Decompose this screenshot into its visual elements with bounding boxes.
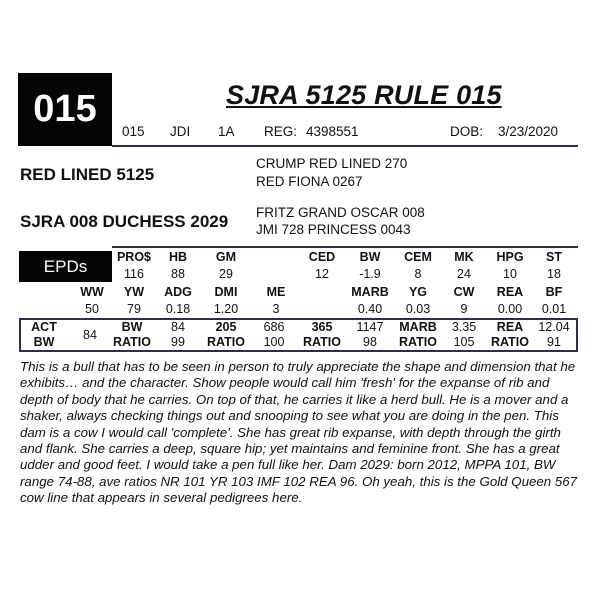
dob-value: 3/23/2020 [498,124,559,139]
epd-header: DMI [214,285,238,299]
ratio-col-label: RATIO [399,335,437,349]
epd-value: 24 [457,267,471,281]
epd-header: MK [454,250,474,264]
epd-value: 79 [127,302,141,316]
epd-value: 12 [315,267,329,281]
animal-title: SJRA 5125 RULE 015 [226,80,502,110]
epd-value: 9 [460,302,468,316]
ratio-col-value: 99 [171,335,185,349]
bw-label: BW [33,335,55,349]
epd-header: REA [496,285,524,299]
epd-value: -1.9 [359,267,381,281]
act-label: ACT [31,320,57,334]
epd-value: 0.40 [357,302,383,316]
ratio-col-label: BW [121,320,143,334]
ratio-col-label: RATIO [491,335,529,349]
epd-header: PRO$ [116,250,152,264]
epd-label: EPDs [43,256,88,276]
epd-header: YW [123,285,145,299]
epd-value: 10 [503,267,517,281]
description-text: This is a bull that has to be seen in person to truly appreciate the shape and dimension that he exhibits… and the character. Show people would call him 'fresh' for the expanse of rib and depth of body that he carries. On top of that, he carries it like a herd bull. He is a mover and a shaker, always checking things out and snooping to see what you are doing in the pen. This dam is a cow I would call 'complete'. She has great rib expanse, with depth through the girth and flank. She carries a deep, square hip; yet maintains and feminine front. She has a great udder and good feet. I would take a pen full like her. Dam 2029: born 2012, MPPA 101, BW range 74-88, ave ratios NR 101 YR 103 IMF 102 REA 96. Oh yeah, this is the Gold Queen 567 cow line that appears in several pedigrees here. [20,359,578,506]
dam-sire: FRITZ GRAND OSCAR 008 [256,205,425,220]
ratio-col-label: MARB [399,320,437,334]
ratio-col-value: 105 [453,335,475,349]
epd-header: HPG [496,250,524,264]
epd-value: 0.18 [165,302,191,316]
sire-name: RED LINED 5125 [20,165,155,184]
ratio-col-value: 98 [363,335,377,349]
lot-number: 015 [33,88,97,130]
dam-dam: JMI 728 PRINCESS 0043 [256,222,411,237]
sire-dam: RED FIONA 0267 [256,174,363,189]
epd-header: MARB [351,285,389,299]
epd-header: YG [408,285,428,299]
epd-header: BW [359,250,381,264]
ratio-col-value: 12.04 [538,320,570,334]
epd-header: WW [80,285,104,299]
epd-value: 0.01 [541,302,567,316]
epd-header: CEM [404,250,432,264]
dam-name: SJRA 008 DUCHESS 2029 [20,212,229,231]
ratio-col-label: RATIO [207,335,245,349]
epd-value: 88 [171,267,185,281]
epd-header: ME [266,285,286,299]
epd-label-box [19,251,112,282]
epd-value: 1.20 [213,302,239,316]
ratio-col-value: 91 [547,335,561,349]
epd-value: 50 [85,302,99,316]
ratio-col-value: 3.35 [451,320,477,334]
epd-header: GM [215,250,237,264]
epd-header: HB [168,250,188,264]
epd-value: 0.03 [405,302,431,316]
ratio-col-value: 686 [263,320,285,334]
epd-value: 116 [124,267,144,281]
ratio-col-label: RATIO [113,335,151,349]
epd-value: 3 [272,302,280,316]
epd-header: CW [453,285,475,299]
reg-label: REG: [264,124,298,139]
ratio-col-label: REA [496,320,524,334]
epd-header: CED [308,250,336,264]
ratio-col-label: 365 [311,320,333,334]
epd-header: ST [546,250,562,264]
dob-label: DOB: [450,124,484,139]
ratio-col-value: 84 [171,320,185,334]
lot-number-box [18,73,112,146]
epd-divider [112,246,578,248]
ratio-col-label: 205 [215,320,237,334]
epd-value: 29 [219,267,233,281]
grade: 1A [218,124,235,139]
epd-header: BF [545,285,563,299]
epd-header: ADG [164,285,192,299]
reg-number: 4398551 [306,124,359,139]
header-divider [112,145,578,147]
sire-sire: CRUMP RED LINED 270 [256,156,408,171]
ratio-col-label: RATIO [303,335,341,349]
epd-value: 18 [547,267,561,281]
epd-value: 0.00 [497,302,523,316]
tattoo: 015 [122,124,145,139]
breed: JDI [170,124,191,139]
ratio-col-value: 1147 [356,320,384,334]
ratio-col-value: 100 [263,335,285,349]
epd-value: 8 [414,267,422,281]
act-bw-value: 84 [83,328,97,342]
